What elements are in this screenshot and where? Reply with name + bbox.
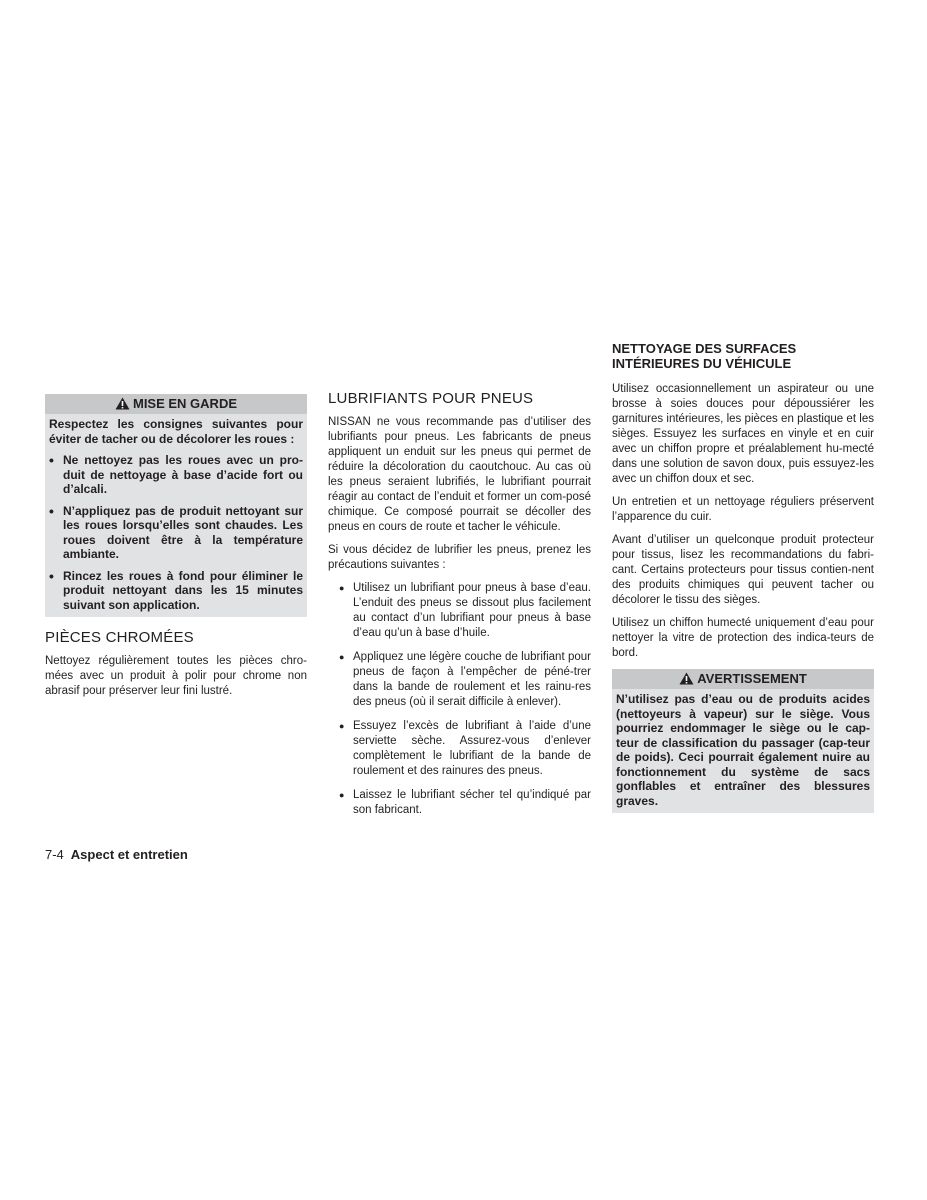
warning-triangle-icon	[115, 396, 130, 416]
lubricant-para-2: Si vous décidez de lubrifier les pneus, prenez les précautions suivantes :	[328, 544, 591, 571]
warning-title: AVERTISSEMENT	[697, 671, 807, 686]
interior-title-line-1: NETTOYAGE DES SURFACES	[612, 341, 797, 356]
chrome-text: Nettoyez régulièrement toutes les pièces chro-mées avec un produit à polir pour chrome non abrasif pour préserver leur fini lustré.	[45, 655, 307, 697]
interior-para-2: Un entretien et un nettoyage réguliers préservent l’apparence du cuir.	[612, 496, 874, 523]
chrome-section-title: PIÈCES CHROMÉES	[45, 629, 194, 646]
column-left	[45, 394, 307, 707]
warning-box	[612, 669, 874, 813]
interior-para-3: Avant d’utiliser un quelconque produit protecteur pour tissus, lisez les recommandations du fabri-cant. Certains protecteurs pour tissus contien-nent des produits chimiques qui peuvent tacher ou décolorer le tissu des sièges.	[612, 534, 874, 606]
column-right	[612, 341, 874, 813]
caution-intro: Respectez les consignes suivantes pour éviter de tacher ou de décolorer les roues :	[49, 417, 303, 446]
column-middle	[328, 390, 591, 827]
footer-section-title: Aspect et entretien	[70, 847, 188, 862]
warning-text: N’utilisez pas d’eau ou de produits acides (nettoyeurs à vapeur) sur le siège. Vous pourriez endommager le siège ou le cap-teur de classification du passager (cap-teur de poids). Ceci pourrait également nuire au fonctionnement du système de sacs gonflables et entraîner des blessures graves.	[616, 692, 870, 808]
lubricant-list	[328, 581, 591, 818]
caution-list	[49, 453, 303, 612]
interior-para-1: Utilisez occasionnellement un aspirateur ou une brosse à soies douces pour dépoussiérer les garnitures intérieures, les pièces en plastique et les sièges. Essuyez les surfaces en vinyle et en cuir avec un chiffon propre et préalablement hu-mecté dans une solution de savon doux, puis essuyez-les avec un chiffon doux et sec.	[612, 383, 874, 485]
caution-title: MISE EN GARDE	[132, 396, 237, 411]
lubricant-item: ● Laissez le lubrifiant sécher tel qu’indiqué par son fabricant.	[339, 788, 591, 818]
page-number: 7-4	[45, 847, 64, 862]
caution-box	[45, 394, 307, 617]
warning-header	[612, 669, 874, 689]
lubricant-para-1: NISSAN ne vous recommande pas d’utiliser des lubrifiants pour pneus. Les fabricants de pneus appliquent un enduit sur les pneus qui permet de réduire la décoloration du caoutchouc. Au cas où les pneus seraient lubrifiés, le lubrifiant pourrait réagir au contact de l’enduit et former un com-posé chimique. Ce composé pourrait se décoller des pneus en cours de route et tacher le véhicule.	[328, 416, 591, 533]
lubricant-item: ● Essuyez l’excès de lubrifiant à l’aide d’une serviette sèche. Assurez-vous d’enlever complètement le lubrifiant de la bande de roulement et des rainures des pneus.	[339, 719, 591, 779]
caution-item: • Rincez les roues à fond pour éliminer le produit nettoyant dans les 15 minutes suivant son application.	[49, 569, 303, 613]
caution-item: • N’appliquez pas de produit nettoyant sur les roues lorsqu’elles sont chaudes. Les roues doivent être à la température ambiante.	[49, 504, 303, 562]
lubricant-item: ● Utilisez un lubrifiant pour pneus à base d’eau. L’enduit des pneus se dissout plus facilement au contact d’un lubrifiant pour pneus à base d’eau qu’un à base d’huile.	[339, 581, 591, 641]
caution-item: • Ne nettoyez pas les roues avec un pro-duit de nettoyage à base d’acide fort ou d’alcali.	[49, 453, 303, 497]
caution-header	[45, 394, 307, 414]
page-footer	[45, 847, 188, 862]
interior-section-title	[612, 341, 874, 371]
lubricant-section-title: LUBRIFIANTS POUR PNEUS	[328, 390, 534, 407]
interior-title-line-2: INTÉRIEURES DU VÉHICULE	[612, 356, 792, 371]
lubricant-item: ● Appliquez une légère couche de lubrifiant pour pneus de façon à l’empêcher de péné-trer dans la bande de roulement et les rainu-res des pneus (où il serait difficile à enlever).	[339, 650, 591, 710]
warning-triangle-icon	[679, 671, 694, 691]
interior-para-4: Utilisez un chiffon humecté uniquement d’eau pour nettoyer la vitre de protection des indica-teurs de bord.	[612, 617, 874, 659]
